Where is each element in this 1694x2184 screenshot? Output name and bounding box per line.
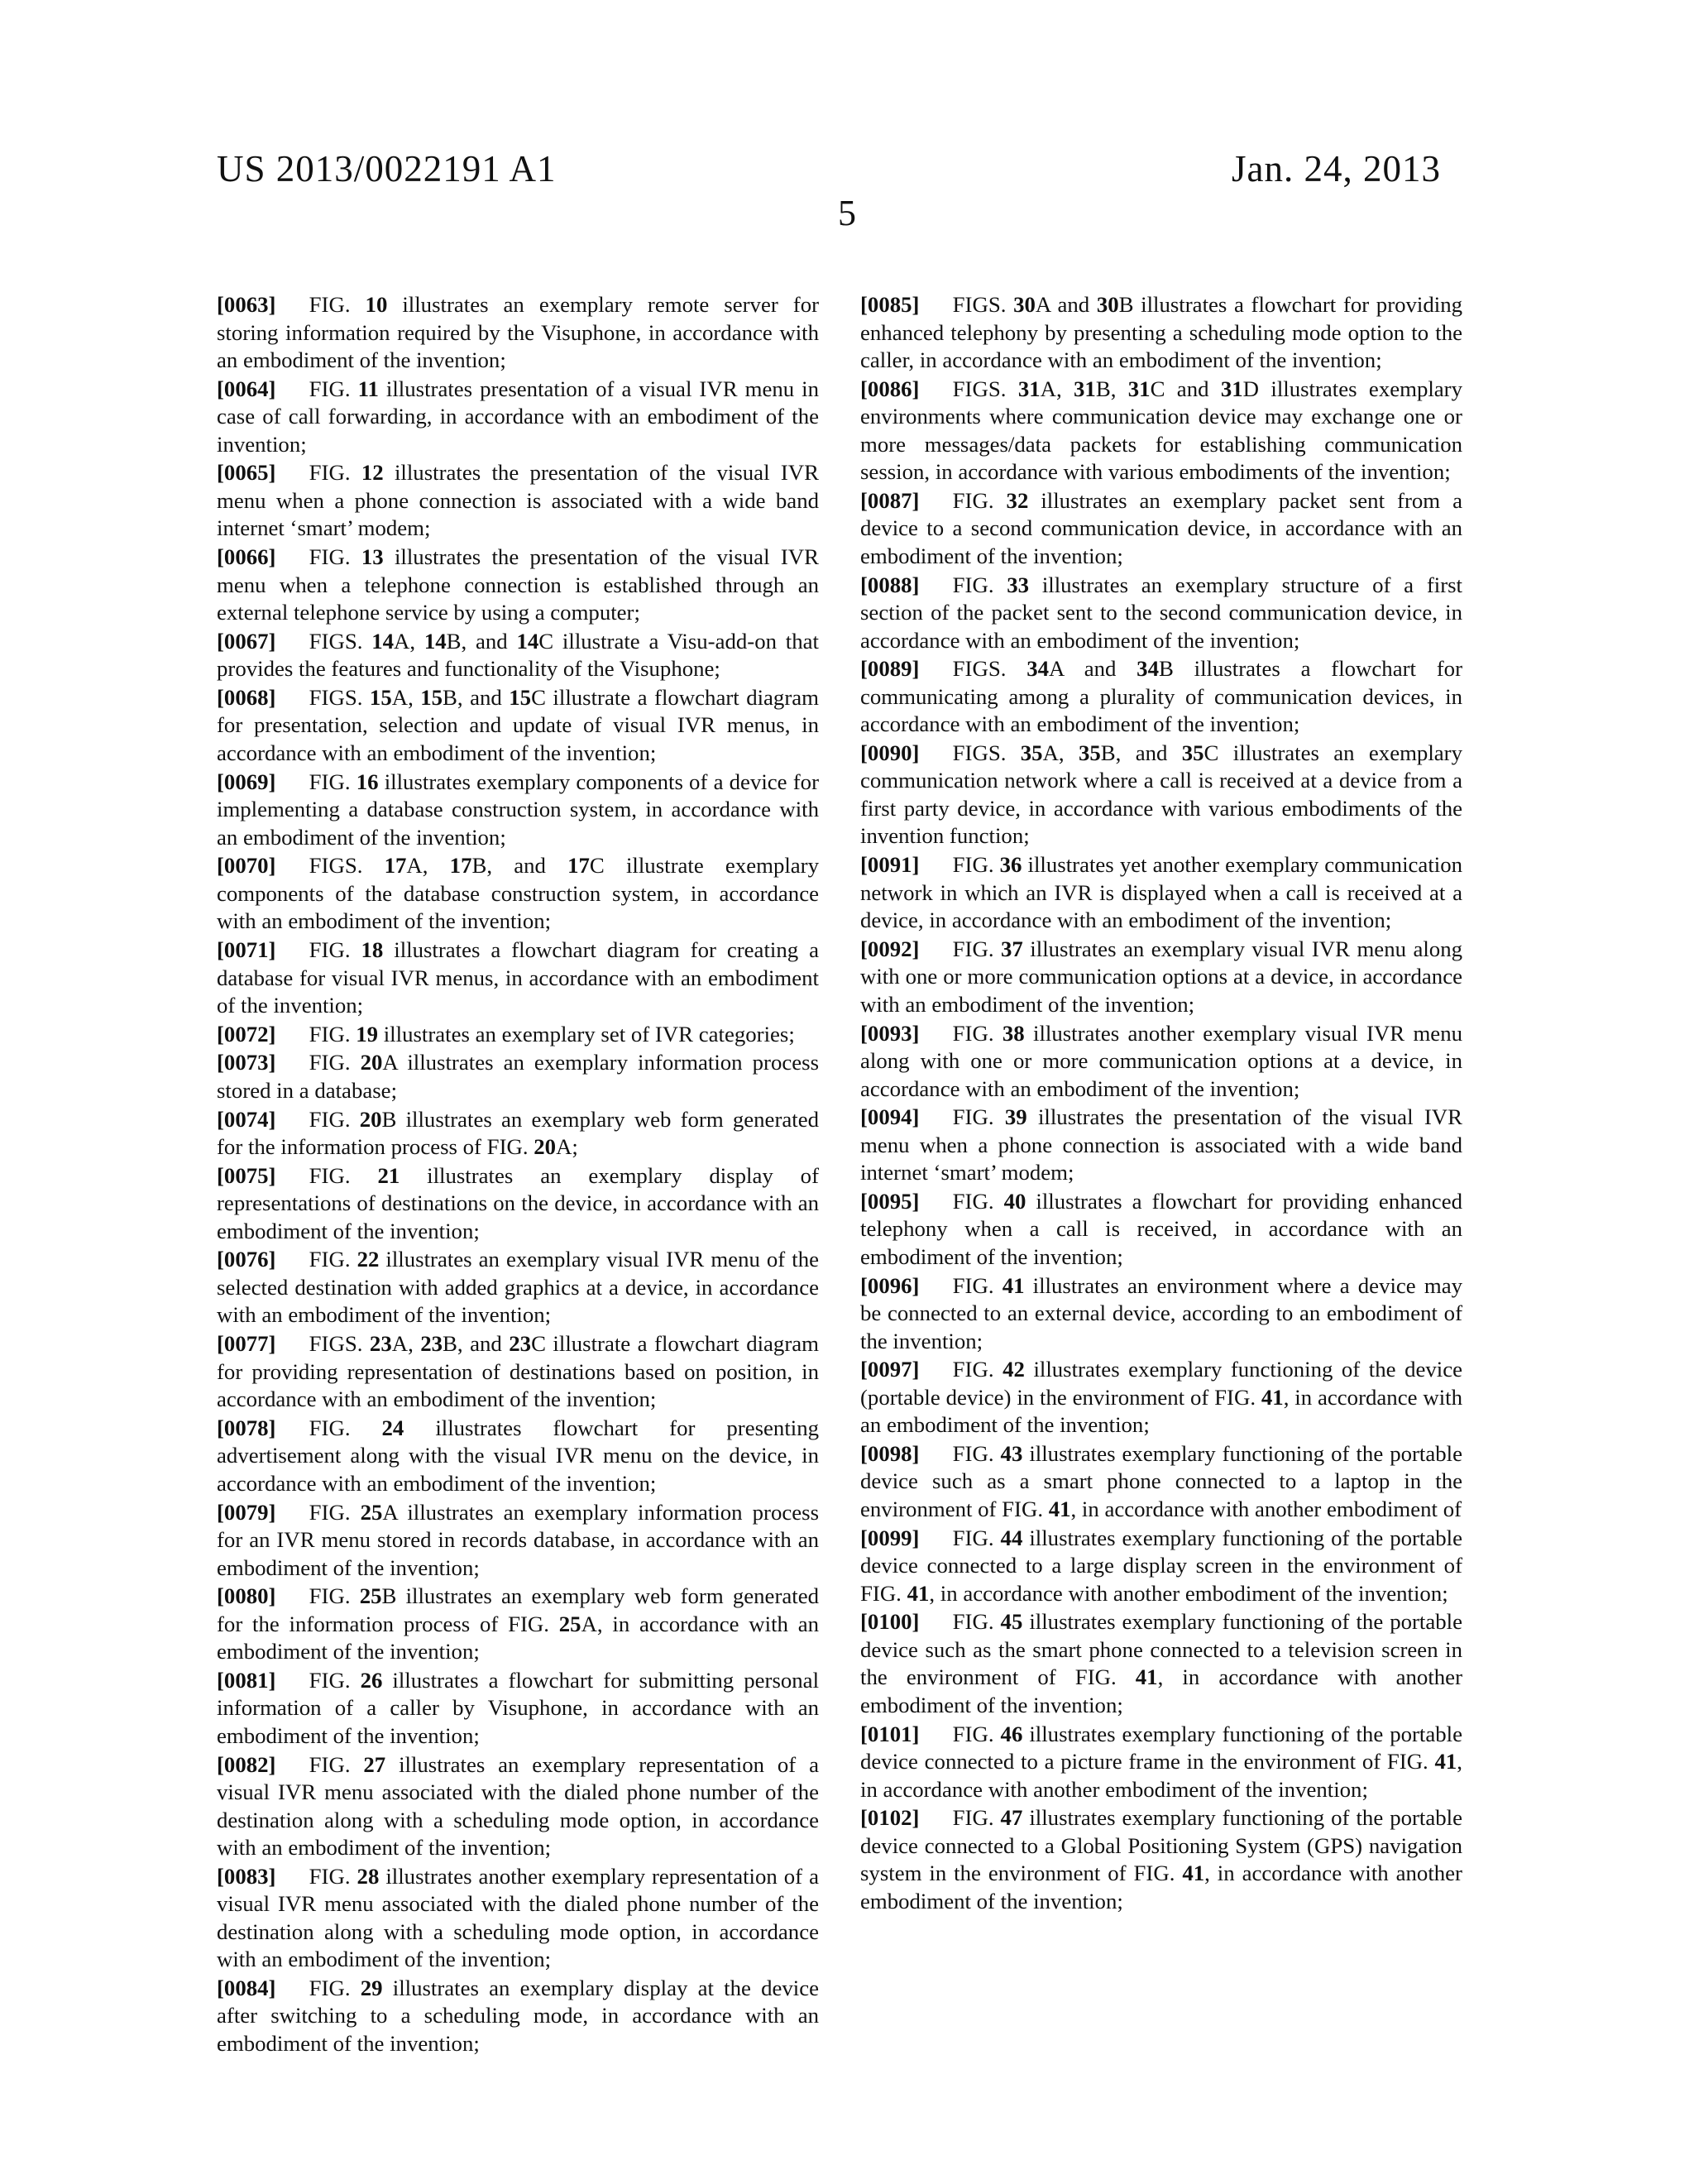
- paragraph: [860, 740, 1462, 850]
- paragraph-text: B, and: [446, 628, 517, 654]
- paragraph-text: FIGS.: [952, 656, 1027, 682]
- figure-ref: 41: [1002, 1272, 1025, 1298]
- figure-ref: 17: [449, 853, 472, 879]
- figure-ref: 20: [360, 1050, 383, 1075]
- paragraph-text: FIG.: [309, 1050, 361, 1075]
- paragraph-text: FIG.: [309, 1162, 378, 1188]
- paragraph-text: illustrates another exemplary representation of a visual IVR menu associated with the dialed phone number of the destination along with a scheduling mode option, in accordance with an embodiment of the invention;: [217, 1863, 820, 1972]
- paragraph-number: [0100]: [860, 1609, 920, 1635]
- paragraph: [860, 291, 1462, 375]
- figure-ref: 15: [369, 684, 392, 710]
- paragraph: [217, 628, 819, 683]
- paragraph-number: [0091]: [860, 852, 920, 878]
- paragraph-text: illustrates an exemplary visual IVR menu of the selected destination with added graphics at a device, in accordance with an embodiment of the invention;: [217, 1247, 820, 1328]
- paragraph-text: , in accordance with another embodiment of: [1070, 1496, 1462, 1521]
- paragraph-number: [0072]: [217, 1021, 276, 1046]
- paragraph-text: A illustrates an exemplary information process stored in a database;: [217, 1050, 819, 1103]
- paragraph-number: [0093]: [860, 1020, 920, 1046]
- figure-ref: 13: [361, 544, 384, 570]
- paragraph-text: illustrates another exemplary visual IVR menu along with one or more communication options at a device, in accordance with an embodiment of the invention;: [860, 1020, 1462, 1101]
- paragraph: [217, 1583, 819, 1666]
- paragraph: [217, 376, 819, 459]
- paragraph: [860, 1525, 1462, 1608]
- figure-ref: 14: [516, 628, 539, 654]
- paragraph-text: FIG.: [309, 1247, 357, 1272]
- paragraph-text: FIG.: [952, 1525, 1001, 1550]
- paragraph: [217, 1751, 819, 1862]
- paragraph: [217, 1021, 819, 1049]
- paragraph-text: FIG.: [952, 936, 1002, 961]
- paragraph: [217, 936, 819, 1020]
- paragraph-text: FIG.: [309, 292, 366, 317]
- paragraph-text: FIGS.: [952, 376, 1018, 401]
- paragraph: [860, 1272, 1462, 1356]
- figure-ref: 47: [1000, 1805, 1023, 1831]
- paragraph-number: [0101]: [860, 1721, 920, 1746]
- paragraph-number: [0069]: [217, 769, 276, 794]
- paragraph-text: illustrates an exemplary structure of a first section of the packet sent to the second communication device, in accordance with an embodiment of the invention;: [860, 572, 1462, 653]
- figure-ref: 25: [558, 1611, 581, 1636]
- figure-ref: 30: [1013, 292, 1036, 317]
- figure-ref: 23: [420, 1331, 443, 1357]
- figure-ref: 21: [377, 1162, 400, 1188]
- paragraph-text: illustrates exemplary functioning of the portable device connected to a Global Positioning System (GPS) navigation system in the environment of FIG.: [860, 1805, 1463, 1886]
- paragraph-text: A, in accordance with an embodiment of the invention;: [217, 1611, 819, 1664]
- paragraph-text: FIG.: [952, 1272, 1003, 1298]
- figure-ref: 17: [384, 853, 407, 879]
- paragraph-number: [0073]: [217, 1050, 276, 1075]
- paragraph: [860, 376, 1462, 486]
- figure-ref: 34: [1137, 656, 1159, 682]
- paragraph-text: illustrates an environment where a device may be connected to an external device, according to an embodiment of the invention;: [860, 1272, 1462, 1353]
- paragraph: [217, 1667, 819, 1751]
- paragraph-number: [0079]: [217, 1499, 276, 1525]
- paragraph-number: [0098]: [860, 1440, 920, 1466]
- paragraph-number: [0068]: [217, 684, 276, 710]
- paragraph-text: A;: [556, 1134, 578, 1160]
- paragraph-number: [0092]: [860, 936, 920, 961]
- paragraph: [860, 851, 1462, 935]
- figure-ref: 10: [365, 292, 388, 317]
- left-column: [217, 291, 819, 2059]
- paragraph-text: FIG.: [309, 937, 361, 962]
- figure-ref: 23: [509, 1331, 532, 1357]
- figure-ref: 41: [1135, 1664, 1158, 1690]
- paragraph-number: [0081]: [217, 1667, 276, 1693]
- figure-ref: 35: [1181, 740, 1204, 765]
- paragraph-text: illustrates flowchart for presenting advertisement along with the visual IVR menu on the device, in accordance with an embodiment of the invention;: [217, 1415, 820, 1496]
- figure-ref: 16: [356, 769, 379, 794]
- figure-ref: 14: [424, 628, 447, 654]
- paragraph: [217, 1246, 819, 1329]
- paragraph-number: [0084]: [217, 1975, 276, 2000]
- paragraph-text: illustrates the presentation of the visual IVR menu when a phone connection is associated with a wide band internet ‘smart’ modem;: [860, 1104, 1462, 1185]
- figure-ref: 41: [1182, 1861, 1205, 1886]
- figure-ref: 41: [907, 1580, 930, 1606]
- figure-ref: 17: [567, 853, 590, 879]
- paragraph: [217, 1049, 819, 1104]
- paragraph-text: C illustrate a flowchart diagram for presentation, selection and update of visual IVR menus, in accordance with an embodiment of the invention;: [217, 684, 819, 765]
- paragraph: [217, 291, 819, 375]
- paragraph-number: [0090]: [860, 740, 920, 765]
- paragraph-text: illustrates exemplary components of a device for implementing a database construction system, in accordance with an embodiment of the invention;: [217, 769, 820, 850]
- figure-ref: 22: [357, 1247, 380, 1272]
- paragraph-text: , in accordance with another embodiment of the invention;: [860, 1749, 1462, 1802]
- paragraph-number: [0086]: [860, 376, 920, 401]
- paragraph-text: C illustrate a flowchart diagram for providing representation of destinations based on position, in accordance with an embodiment of the invention;: [217, 1331, 819, 1412]
- paragraph-text: A,: [391, 684, 421, 710]
- figure-ref: 20: [359, 1106, 382, 1132]
- figure-ref: 45: [1000, 1609, 1023, 1635]
- figure-ref: 36: [999, 852, 1022, 878]
- paragraph-text: FIG.: [309, 769, 357, 794]
- paragraph-text: A,: [1042, 740, 1079, 765]
- paragraph-text: D illustrates exemplary environments where communication device may exchange one or more messages/data packets for establishing communication session, in accordance with various embodiments of the invention;: [860, 376, 1463, 485]
- figure-ref: 18: [361, 937, 384, 962]
- paragraph-text: illustrates exemplary functioning of the device (portable device) in the environment of FIG.: [860, 1357, 1462, 1410]
- paragraph-number: [0097]: [860, 1357, 920, 1382]
- paragraph-text: B, and: [471, 853, 568, 879]
- paragraph-text: FIGS.: [952, 740, 1021, 765]
- paragraph-text: illustrates the presentation of the visual IVR menu when a telephone connection is established through an external telephone service by using a computer;: [217, 544, 819, 625]
- paragraph-text: FIGS.: [309, 853, 385, 879]
- paragraph-number: [0070]: [217, 853, 276, 879]
- figure-ref: 35: [1078, 740, 1101, 765]
- publication-date: Jan. 24, 2013: [1232, 148, 1441, 189]
- paragraph-text: FIGS.: [309, 1331, 370, 1357]
- paragraph: [860, 487, 1462, 571]
- paragraph-text: illustrates an exemplary packet sent from a device to a second communication device, in accordance with an embodiment of the invention;: [860, 487, 1463, 568]
- paragraph-text: B illustrates an exemplary web form generated for the information process of FIG.: [217, 1106, 820, 1160]
- figure-ref: 46: [1000, 1721, 1023, 1746]
- paragraph-text: A and: [1035, 292, 1097, 317]
- paragraph-text: FIG.: [309, 460, 361, 486]
- figure-ref: 30: [1096, 292, 1119, 317]
- paragraph-text: A,: [1040, 376, 1074, 401]
- paragraph-text: FIG.: [309, 544, 361, 570]
- paragraph-text: C illustrate a Visu-add-on that provides the features and functionality of the Visuphone;: [217, 628, 819, 682]
- figure-ref: 35: [1020, 740, 1043, 765]
- paragraph-text: FIG.: [952, 1357, 1003, 1382]
- paragraph: [217, 684, 819, 768]
- paragraph-number: [0071]: [217, 937, 276, 962]
- paragraph-number: [0078]: [217, 1415, 276, 1440]
- paragraph: [860, 655, 1462, 739]
- paragraph-number: [0087]: [860, 487, 920, 513]
- paragraph: [217, 769, 819, 852]
- figure-ref: 27: [363, 1751, 386, 1777]
- figure-ref: 29: [360, 1975, 383, 2000]
- paragraph-text: A,: [394, 628, 424, 654]
- paragraph-text: illustrates exemplary functioning of the portable device connected to a large display screen in the environment of FIG.: [860, 1525, 1463, 1606]
- paragraph-text: B,: [1095, 376, 1128, 401]
- figure-ref: 44: [1000, 1525, 1023, 1550]
- figure-ref: 40: [1003, 1188, 1026, 1214]
- figure-ref: 14: [371, 628, 395, 654]
- paragraph-text: illustrates a flowchart for submitting personal information of a caller by Visuphone, in accordance with an embodiment of the invention;: [217, 1667, 820, 1748]
- paragraph-number: [0064]: [217, 376, 276, 401]
- paragraph: [860, 1104, 1462, 1187]
- paragraph-text: FIG.: [309, 1751, 364, 1777]
- figure-ref: 43: [1000, 1440, 1023, 1466]
- paragraph-number: [0095]: [860, 1188, 920, 1214]
- paragraph-text: A illustrates an exemplary information process for an IVR menu stored in records database, in accordance with an embodiment of the invention;: [217, 1499, 819, 1580]
- paragraph-number: [0076]: [217, 1247, 276, 1272]
- paragraph-number: [0067]: [217, 628, 276, 654]
- figure-ref: 20: [534, 1134, 557, 1160]
- paragraph: [860, 1188, 1462, 1272]
- paragraph-text: FIG.: [952, 1805, 1001, 1831]
- paragraph-text: FIGS.: [309, 684, 370, 710]
- paragraph: [217, 1330, 819, 1414]
- paragraph: [860, 572, 1462, 655]
- figure-ref: 24: [381, 1415, 404, 1440]
- right-column: [860, 291, 1462, 1916]
- paragraph-text: , in accordance with another embodiment of the invention;: [929, 1580, 1448, 1606]
- figure-ref: 25: [359, 1583, 382, 1609]
- paragraph-number: [0088]: [860, 572, 920, 597]
- paragraph-text: , in accordance with an embodiment of the invention;: [860, 1384, 1462, 1438]
- paragraph-text: FIGS.: [309, 628, 372, 654]
- paragraph-text: illustrates exemplary functioning of the portable device connected to a picture frame in the environment of FIG.: [860, 1721, 1463, 1774]
- figure-ref: 25: [360, 1499, 383, 1525]
- figure-ref: 33: [1007, 572, 1030, 597]
- paragraph-number: [0065]: [217, 460, 276, 486]
- figure-ref: 39: [1004, 1104, 1027, 1130]
- figure-ref: 26: [360, 1667, 383, 1693]
- paragraph-number: [0083]: [217, 1863, 276, 1889]
- paragraph-text: A,: [391, 1331, 421, 1357]
- paragraph: [217, 1499, 819, 1583]
- paragraph-text: FIG.: [309, 1415, 382, 1440]
- paragraph-text: FIG.: [309, 1021, 357, 1046]
- paragraph: [217, 1415, 819, 1498]
- paragraph-number: [0089]: [860, 656, 920, 682]
- figure-ref: 19: [356, 1021, 379, 1046]
- paragraph: [860, 1020, 1462, 1104]
- figure-ref: 42: [1003, 1357, 1025, 1382]
- figure-ref: 28: [357, 1863, 380, 1889]
- figure-ref: 23: [369, 1331, 392, 1357]
- figure-ref: 41: [1261, 1384, 1284, 1410]
- paragraph: [217, 1162, 819, 1246]
- figure-ref: 15: [420, 684, 443, 710]
- paragraph-text: B illustrates a flowchart for communicating among a plurality of communication devices, in accordance with an embodiment of the invention;: [860, 656, 1462, 737]
- paragraph: [217, 1975, 819, 2058]
- paragraph-text: A,: [406, 853, 450, 879]
- paragraph-number: [0063]: [217, 292, 276, 317]
- paragraph-text: illustrates an exemplary visual IVR menu along with one or more communication options at a device, in accordance with an embodiment of the invention;: [860, 936, 1463, 1017]
- paragraph-text: illustrates yet another exemplary communication network in which an IVR is displayed when a call is received at a device, in accordance with an embodiment of the invention;: [860, 852, 1463, 933]
- paragraph-text: illustrates an exemplary remote server for storing information required by the Visuphone, in accordance with an embodiment of the invention;: [217, 292, 820, 372]
- paragraph-text: illustrates a flowchart diagram for creating a database for visual IVR menus, in accordance with an embodiment of the invention;: [217, 937, 819, 1018]
- paragraph-text: FIG.: [309, 376, 358, 401]
- paragraph-text: FIGS.: [952, 292, 1014, 317]
- publication-number: US 2013/0022191 A1: [217, 148, 557, 189]
- paragraph-text: FIG.: [952, 852, 1000, 878]
- paragraph-text: illustrates presentation of a visual IVR menu in case of call forwarding, in accordance with an embodiment of the invention;: [217, 376, 819, 457]
- paragraph: [860, 1608, 1462, 1719]
- paragraph-number: [0080]: [217, 1583, 276, 1609]
- figure-ref: 37: [1001, 936, 1023, 961]
- paragraph-number: [0102]: [860, 1805, 920, 1831]
- paragraph: [217, 459, 819, 543]
- paragraph: [217, 852, 819, 936]
- figure-ref: 15: [509, 684, 532, 710]
- figure-ref: 41: [1048, 1496, 1071, 1521]
- paragraph: [217, 544, 819, 627]
- paragraph: [860, 936, 1462, 1019]
- figure-ref: 31: [1220, 376, 1243, 401]
- paragraph: [217, 1106, 819, 1161]
- paragraph-text: FIG.: [952, 1721, 1001, 1746]
- paragraph-text: FIG.: [952, 1609, 1001, 1635]
- paragraph-text: FIG.: [952, 487, 1007, 513]
- figure-ref: 38: [1002, 1020, 1025, 1046]
- paragraph-text: FIG.: [309, 1106, 360, 1132]
- paragraph-text: illustrates exemplary functioning of the portable device such as the smart phone connected to a television screen in the environment of FIG.: [860, 1609, 1463, 1690]
- paragraph: [860, 1440, 1462, 1524]
- paragraph-text: FIG.: [952, 1440, 1001, 1466]
- paragraph-text: illustrates an exemplary display of representations of destinations on the device, in accordance with an embodiment of the invention;: [217, 1162, 819, 1243]
- paragraph-text: B illustrates an exemplary web form generated for the information process of FIG.: [217, 1583, 820, 1636]
- paragraph-text: FIG.: [952, 572, 1007, 597]
- figure-ref: 34: [1026, 656, 1050, 682]
- paragraph-text: FIG.: [309, 1583, 360, 1609]
- paragraph-text: FIG.: [952, 1188, 1004, 1214]
- figure-ref: 31: [1017, 376, 1041, 401]
- paragraph-text: A and: [1049, 656, 1137, 682]
- paragraph-number: [0094]: [860, 1104, 920, 1130]
- paragraph-text: , in accordance with another embodiment of the invention;: [860, 1664, 1462, 1717]
- page-number: 5: [838, 193, 856, 233]
- paragraph-text: C illustrate exemplary components of the database construction system, in accordance with an embodiment of the invention;: [217, 853, 819, 934]
- paragraph-number: [0074]: [217, 1106, 276, 1132]
- paragraph-number: [0077]: [217, 1331, 276, 1357]
- paragraph-text: B illustrates a flowchart for providing enhanced telephony by presenting a scheduling mode option to the caller, in accordance with an embodiment of the invention;: [860, 292, 1463, 372]
- paragraph: [217, 1863, 819, 1974]
- paragraph-text: illustrates an exemplary representation of a visual IVR menu associated with the dialed phone number of the destination along with a scheduling mode option, in accordance with an embodiment of the invention;: [217, 1751, 819, 1861]
- paragraph-number: [0096]: [860, 1272, 920, 1298]
- figure-ref: 31: [1127, 376, 1151, 401]
- paragraph-text: B, and: [1100, 740, 1182, 765]
- paragraph-number: [0066]: [217, 544, 276, 570]
- paragraph-text: FIG.: [309, 1863, 357, 1889]
- paragraph-text: illustrates an exemplary display at the device after switching to a scheduling mode, in accordance with an embodiment of the invention;: [217, 1975, 820, 2056]
- paragraph-text: FIG.: [952, 1020, 1003, 1046]
- paragraph-text: C illustrates an exemplary communication network where a call is received at a device from a first party device, in accordance with various embodiments of the invention function;: [860, 740, 1462, 849]
- paragraph-text: B, and: [443, 684, 510, 710]
- figure-ref: 32: [1006, 487, 1029, 513]
- paragraph-text: illustrates the presentation of the visual IVR menu when a phone connection is associated with a wide band internet ‘smart’ modem;: [217, 460, 819, 541]
- paragraph-text: FIG.: [309, 1667, 361, 1693]
- paragraph-text: FIG.: [309, 1975, 361, 2000]
- figure-ref: 31: [1074, 376, 1096, 401]
- paragraph-number: [0075]: [217, 1162, 276, 1188]
- paragraph: [860, 1721, 1462, 1804]
- paragraph-number: [0085]: [860, 292, 920, 317]
- paragraph-text: C and: [1150, 376, 1221, 401]
- paragraph-number: [0099]: [860, 1525, 920, 1550]
- paragraph-text: illustrates exemplary functioning of the portable device such as a smart phone connected to a laptop in the environment of FIG.: [860, 1440, 1463, 1521]
- paragraph-text: FIG.: [309, 1499, 361, 1525]
- paragraph: [860, 1804, 1462, 1915]
- paragraph-text: , in accordance with another embodiment of the invention;: [860, 1861, 1462, 1913]
- paragraph-number: [0082]: [217, 1751, 276, 1777]
- paragraph: [860, 1356, 1462, 1439]
- figure-ref: 12: [361, 460, 384, 486]
- paragraph-text: FIG.: [952, 1104, 1005, 1130]
- paragraph-text: illustrates an exemplary set of IVR categories;: [378, 1021, 795, 1046]
- paragraph-text: B, and: [443, 1331, 510, 1357]
- paragraph-text: illustrates a flowchart for providing enhanced telephony when a call is received, in accordance with an embodiment of the invention;: [860, 1188, 1462, 1269]
- figure-ref: 11: [357, 376, 379, 401]
- figure-ref: 41: [1434, 1749, 1457, 1774]
